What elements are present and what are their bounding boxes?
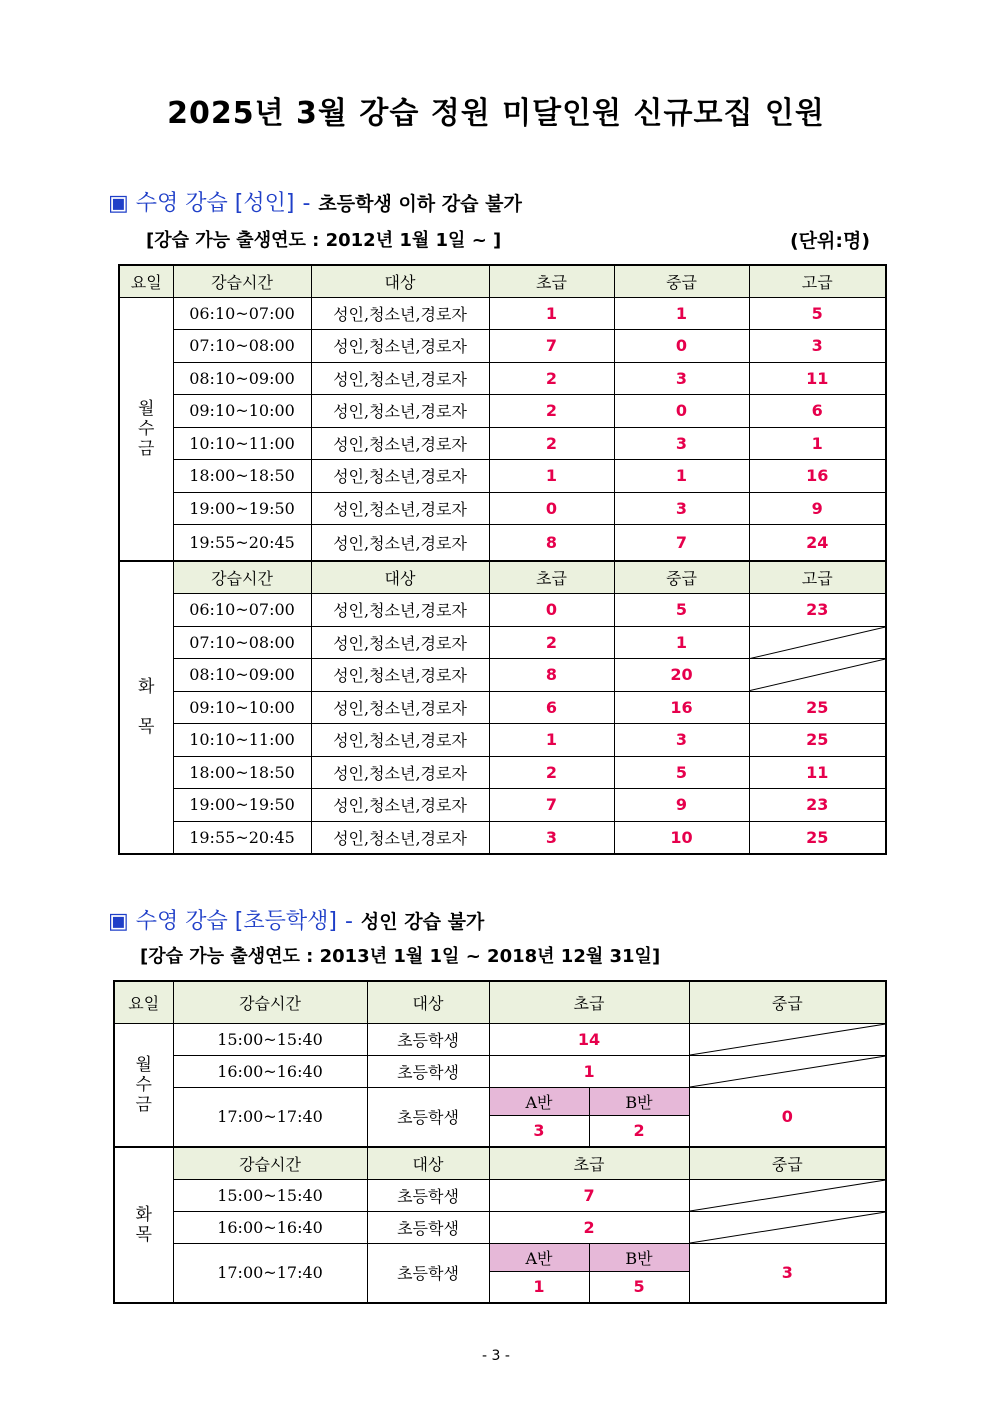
kids-heading-note: 성인 강습 불가 — [360, 911, 485, 933]
time-cell: 07:10~08:00 — [173, 330, 311, 363]
adult-section-heading — [108, 186, 522, 217]
time-cell: 19:55~20:45 — [173, 525, 311, 561]
adv-cell: 11 — [749, 756, 886, 789]
basic-cell: 2 — [489, 1211, 689, 1243]
adv-cell: 25 — [749, 691, 886, 724]
mid-cell: 0 — [614, 395, 749, 428]
class-a-label: A반 — [489, 1087, 589, 1115]
day-char: 월 — [138, 398, 155, 419]
class-b-value: 2 — [589, 1115, 689, 1147]
basic-cell: 7 — [489, 330, 614, 363]
target-cell: 초등학생 — [367, 1087, 489, 1147]
time-cell: 17:00~17:40 — [173, 1087, 367, 1147]
target-cell: 성인,청소년,경로자 — [311, 362, 489, 395]
target-cell: 성인,청소년,경로자 — [311, 821, 489, 854]
kids-subheader-row — [114, 1147, 886, 1179]
time-cell: 15:00~15:40 — [173, 1179, 367, 1211]
time-cell: 19:00~19:50 — [173, 789, 311, 822]
adv-cell: 9 — [749, 492, 886, 525]
adv-cell: 1 — [749, 427, 886, 460]
target-cell: 성인,청소년,경로자 — [311, 659, 489, 692]
day-char: 목 — [135, 1225, 152, 1245]
table-row — [114, 1179, 886, 1211]
header-mid: 중급 — [689, 981, 886, 1023]
day-cell-tue-thu — [114, 1147, 173, 1303]
basic-cell: 2 — [489, 626, 614, 659]
basic-cell: 8 — [489, 659, 614, 692]
adult-heading-dash: - — [302, 191, 311, 216]
time-cell: 18:00~18:50 — [173, 756, 311, 789]
basic-cell: 1 — [489, 460, 614, 493]
adv-cell: 16 — [749, 460, 886, 493]
mid-cell: 5 — [614, 756, 749, 789]
time-cell: 08:10~09:00 — [173, 362, 311, 395]
table-row — [119, 525, 886, 561]
adv-cell: 11 — [749, 362, 886, 395]
table-row — [119, 395, 886, 428]
target-cell: 성인,청소년,경로자 — [311, 427, 489, 460]
day-char: 월 — [135, 1054, 152, 1075]
empty-slash-cell — [689, 1179, 886, 1211]
time-cell: 19:00~19:50 — [173, 492, 311, 525]
class-a-label: A반 — [489, 1243, 589, 1271]
target-cell: 성인,청소년,경로자 — [311, 330, 489, 363]
adult-birth-range: [강습 가능 출생연도 : 2012년 1월 1일 ~ ] — [146, 230, 502, 251]
table-row — [119, 691, 886, 724]
table-row — [119, 362, 886, 395]
header-mid: 중급 — [614, 265, 749, 297]
mid-cell: 1 — [614, 297, 749, 330]
time-cell: 09:10~10:00 — [173, 395, 311, 428]
adult-table — [118, 264, 887, 855]
adv-cell: 25 — [749, 724, 886, 757]
adv-cell: 23 — [749, 789, 886, 822]
basic-cell: 2 — [489, 395, 614, 428]
day-cell-mon-wed-fri — [114, 1023, 173, 1147]
time-cell: 10:10~11:00 — [173, 724, 311, 757]
target-cell: 초등학생 — [367, 1055, 489, 1087]
header-day: 요일 — [114, 981, 173, 1023]
target-cell: 초등학생 — [367, 1179, 489, 1211]
header-mid: 중급 — [689, 1147, 886, 1179]
target-cell: 성인,청소년,경로자 — [311, 525, 489, 561]
adult-header-row — [119, 265, 886, 297]
time-cell: 07:10~08:00 — [173, 626, 311, 659]
table-row — [119, 297, 886, 330]
table-row — [119, 659, 886, 692]
target-cell: 성인,청소년,경로자 — [311, 297, 489, 330]
square-marker-icon: ▣ — [108, 909, 129, 934]
header-target: 대상 — [367, 1147, 489, 1179]
header-target: 대상 — [367, 981, 489, 1023]
mid-cell: 1 — [614, 460, 749, 493]
table-row — [119, 756, 886, 789]
class-b-value: 5 — [589, 1271, 689, 1303]
empty-slash-cell — [689, 1211, 886, 1243]
basic-cell: 0 — [489, 594, 614, 627]
header-mid: 중급 — [614, 561, 749, 594]
mid-cell: 0 — [614, 330, 749, 363]
target-cell: 초등학생 — [367, 1023, 489, 1055]
target-cell: 초등학생 — [367, 1211, 489, 1243]
time-cell: 09:10~10:00 — [173, 691, 311, 724]
day-char: 화 — [138, 677, 155, 697]
kids-table — [113, 980, 887, 1304]
day-char: 금 — [138, 438, 155, 459]
header-basic: 초급 — [489, 265, 614, 297]
target-cell: 성인,청소년,경로자 — [311, 756, 489, 789]
adult-heading-note: 초등학생 이하 강습 불가 — [318, 193, 522, 215]
table-row — [114, 1243, 886, 1271]
kids-heading-dash: - — [344, 909, 353, 934]
mid-cell: 5 — [614, 594, 749, 627]
table-row — [119, 594, 886, 627]
target-cell: 성인,청소년,경로자 — [311, 789, 489, 822]
mid-cell: 0 — [689, 1087, 886, 1147]
day-char: 화 — [135, 1205, 152, 1225]
empty-slash-cell — [689, 1023, 886, 1055]
header-time: 강습시간 — [173, 265, 311, 297]
mid-cell: 9 — [614, 789, 749, 822]
day-char: 수 — [135, 1074, 152, 1095]
page-title: 2025년 3월 강습 정원 미달인원 신규모집 인원 — [167, 96, 825, 131]
header-time: 강습시간 — [173, 981, 367, 1023]
table-row — [119, 789, 886, 822]
mid-cell: 3 — [689, 1243, 886, 1303]
time-cell: 15:00~15:40 — [173, 1023, 367, 1055]
mid-cell: 1 — [614, 626, 749, 659]
kids-heading-text: 수영 강습 [초등학생] — [135, 909, 337, 934]
target-cell: 성인,청소년,경로자 — [311, 395, 489, 428]
header-time: 강습시간 — [173, 1147, 367, 1179]
header-target: 대상 — [311, 265, 489, 297]
table-row — [119, 821, 886, 854]
adv-cell: 24 — [749, 525, 886, 561]
page-number: - 3 - — [482, 1348, 510, 1364]
kids-header-row — [114, 981, 886, 1023]
header-adv: 고급 — [749, 265, 886, 297]
mid-cell: 3 — [614, 724, 749, 757]
adv-cell: 3 — [749, 330, 886, 363]
basic-cell: 1 — [489, 297, 614, 330]
day-char: 목 — [138, 717, 155, 737]
time-cell: 06:10~07:00 — [173, 297, 311, 330]
mid-cell: 10 — [614, 821, 749, 854]
target-cell: 초등학생 — [367, 1243, 489, 1303]
mid-cell: 3 — [614, 362, 749, 395]
class-a-value: 3 — [489, 1115, 589, 1147]
day-char: 수 — [138, 418, 155, 439]
header-basic: 초급 — [489, 981, 689, 1023]
table-row — [114, 1211, 886, 1243]
time-cell: 10:10~11:00 — [173, 427, 311, 460]
table-row — [119, 460, 886, 493]
mid-cell: 20 — [614, 659, 749, 692]
adv-cell: 23 — [749, 594, 886, 627]
class-b-label: B반 — [589, 1243, 689, 1271]
empty-slash-cell — [689, 1055, 886, 1087]
basic-cell: 2 — [489, 427, 614, 460]
time-cell: 17:00~17:40 — [173, 1243, 367, 1303]
adv-cell: 5 — [749, 297, 886, 330]
target-cell: 성인,청소년,경로자 — [311, 724, 489, 757]
basic-cell: 14 — [489, 1023, 689, 1055]
header-adv: 고급 — [749, 561, 886, 594]
basic-cell: 3 — [489, 821, 614, 854]
table-row — [114, 1023, 886, 1055]
adv-cell: 25 — [749, 821, 886, 854]
empty-slash-cell — [749, 626, 886, 659]
time-cell: 16:00~16:40 — [173, 1211, 367, 1243]
mid-cell: 3 — [614, 492, 749, 525]
unit-label: (단위:명) — [790, 230, 871, 252]
basic-cell: 6 — [489, 691, 614, 724]
mid-cell: 7 — [614, 525, 749, 561]
table-row — [119, 330, 886, 363]
basic-cell: 2 — [489, 756, 614, 789]
basic-cell: 8 — [489, 525, 614, 561]
header-target: 대상 — [311, 561, 489, 594]
kids-section-heading — [108, 904, 484, 935]
target-cell: 성인,청소년,경로자 — [311, 492, 489, 525]
square-marker-icon: ▣ — [108, 191, 129, 216]
mid-cell: 3 — [614, 427, 749, 460]
table-row — [119, 626, 886, 659]
table-row — [114, 1087, 886, 1115]
time-cell: 06:10~07:00 — [173, 594, 311, 627]
header-day: 요일 — [119, 265, 173, 297]
target-cell: 성인,청소년,경로자 — [311, 594, 489, 627]
kids-birth-range: [강습 가능 출생연도 : 2013년 1월 1일 ~ 2018년 12월 31일] — [140, 946, 661, 967]
basic-cell: 0 — [489, 492, 614, 525]
class-a-value: 1 — [489, 1271, 589, 1303]
time-cell: 18:00~18:50 — [173, 460, 311, 493]
adult-heading-text: 수영 강습 [성인] — [135, 191, 295, 216]
adult-subheader-row — [119, 561, 886, 594]
adv-cell: 6 — [749, 395, 886, 428]
mid-cell: 16 — [614, 691, 749, 724]
time-cell: 08:10~09:00 — [173, 659, 311, 692]
table-row — [119, 492, 886, 525]
table-row — [119, 724, 886, 757]
table-row — [114, 1055, 886, 1087]
target-cell: 성인,청소년,경로자 — [311, 691, 489, 724]
target-cell: 성인,청소년,경로자 — [311, 460, 489, 493]
basic-cell: 1 — [489, 724, 614, 757]
header-basic: 초급 — [489, 561, 614, 594]
header-basic: 초급 — [489, 1147, 689, 1179]
basic-cell: 1 — [489, 1055, 689, 1087]
class-b-label: B반 — [589, 1087, 689, 1115]
basic-cell: 7 — [489, 1179, 689, 1211]
time-cell: 19:55~20:45 — [173, 821, 311, 854]
time-cell: 16:00~16:40 — [173, 1055, 367, 1087]
day-cell-tue-thu — [119, 561, 173, 854]
basic-cell: 2 — [489, 362, 614, 395]
empty-slash-cell — [749, 659, 886, 692]
basic-cell: 7 — [489, 789, 614, 822]
day-char: 금 — [135, 1094, 152, 1115]
day-cell-mon-wed-fri — [119, 297, 173, 561]
target-cell: 성인,청소년,경로자 — [311, 626, 489, 659]
header-time: 강습시간 — [173, 561, 311, 594]
table-row — [119, 427, 886, 460]
